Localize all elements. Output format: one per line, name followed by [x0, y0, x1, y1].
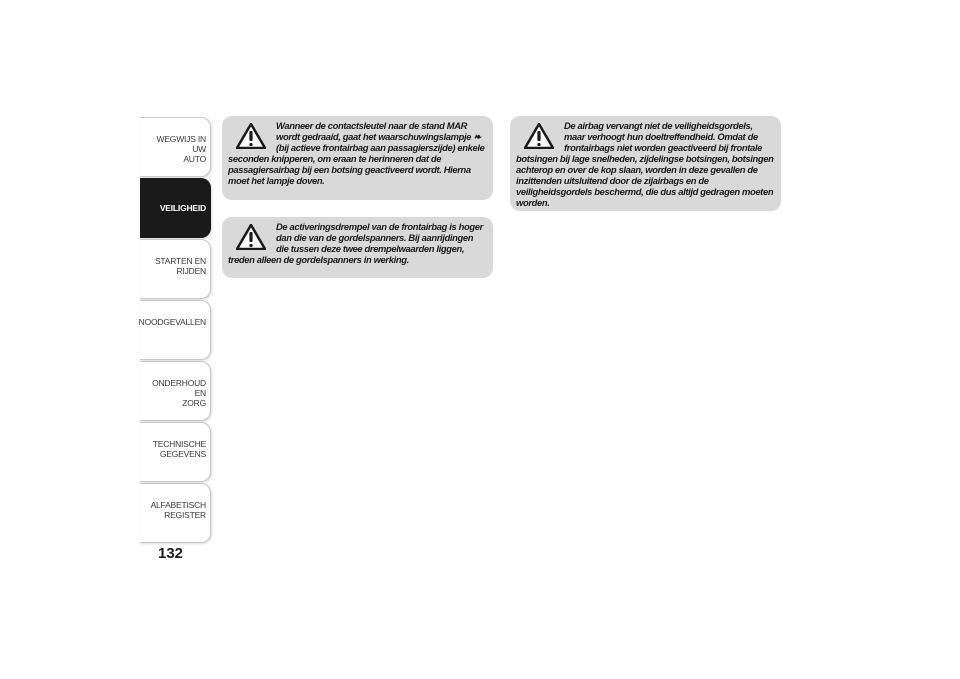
- tab-label: STARTEN EN RIJDEN: [154, 256, 206, 276]
- page-number: 132: [158, 545, 184, 562]
- tab-starten-en-rijden[interactable]: [140, 239, 211, 299]
- tab-label: TECHNISCHE GEGEVENS: [152, 439, 206, 459]
- tab-alfabetisch-register[interactable]: [140, 483, 211, 543]
- tab-label: ONDERHOUD EN ZORG: [152, 378, 206, 408]
- warning-note: [510, 116, 781, 211]
- note-text: De activeringsdrempel van de frontairbag is hoger dan die van de gordelspanners. Bij aanrijdingen die tussen deze twee drempelwaarden liggen, treden alleen de gordelspanners in werking.: [228, 221, 483, 265]
- tab-label: WEGWIJS IN UW AUTO: [156, 134, 206, 164]
- tab-veiligheid[interactable]: [140, 178, 211, 238]
- warning-note: [222, 217, 493, 278]
- tab-onderhoud-en-zorg[interactable]: [140, 361, 211, 421]
- tab-technische-gegevens[interactable]: [140, 422, 211, 482]
- warning-triangle-icon: [236, 224, 266, 250]
- tab-noodgevallen[interactable]: [140, 300, 211, 360]
- warning-triangle-icon: [524, 123, 554, 149]
- tab-wegwijs[interactable]: [140, 117, 211, 177]
- note-text: Wanneer de contactsleutel naar de stand MAR wordt gedraaid, gaat het waarschuwingslampje ❧ (bij actieve frontairbag aan passagierszijde) enkele seconden knipperen, om eraan te herinneren dat de passagiersairbag bij een botsing geactiveerd wordt. Hierna moet het lampje doven.: [228, 120, 485, 186]
- warning-note: [222, 116, 493, 200]
- tab-label: ALFABETISCH REGISTER: [150, 500, 206, 520]
- note-text: De airbag vervangt niet de veiligheidsgordels, maar verhoogt hun doeltreffendheid. Omdat de frontairbags niet worden geactiveerd bij frontale botsingen bij lage snelheden, zijdelingse botsingen, botsingen achterop en over de kop slaan, worden in deze gevallen de inzittenden uitsluitend door de zijairbags en de veiligheidsgordels beschermd, die dus altijd gedragen moeten worden.: [516, 120, 774, 208]
- tab-label: VEILIGHEID: [159, 203, 206, 213]
- warning-triangle-icon: [236, 123, 266, 149]
- tab-label: NOODGEVALLEN: [138, 317, 206, 327]
